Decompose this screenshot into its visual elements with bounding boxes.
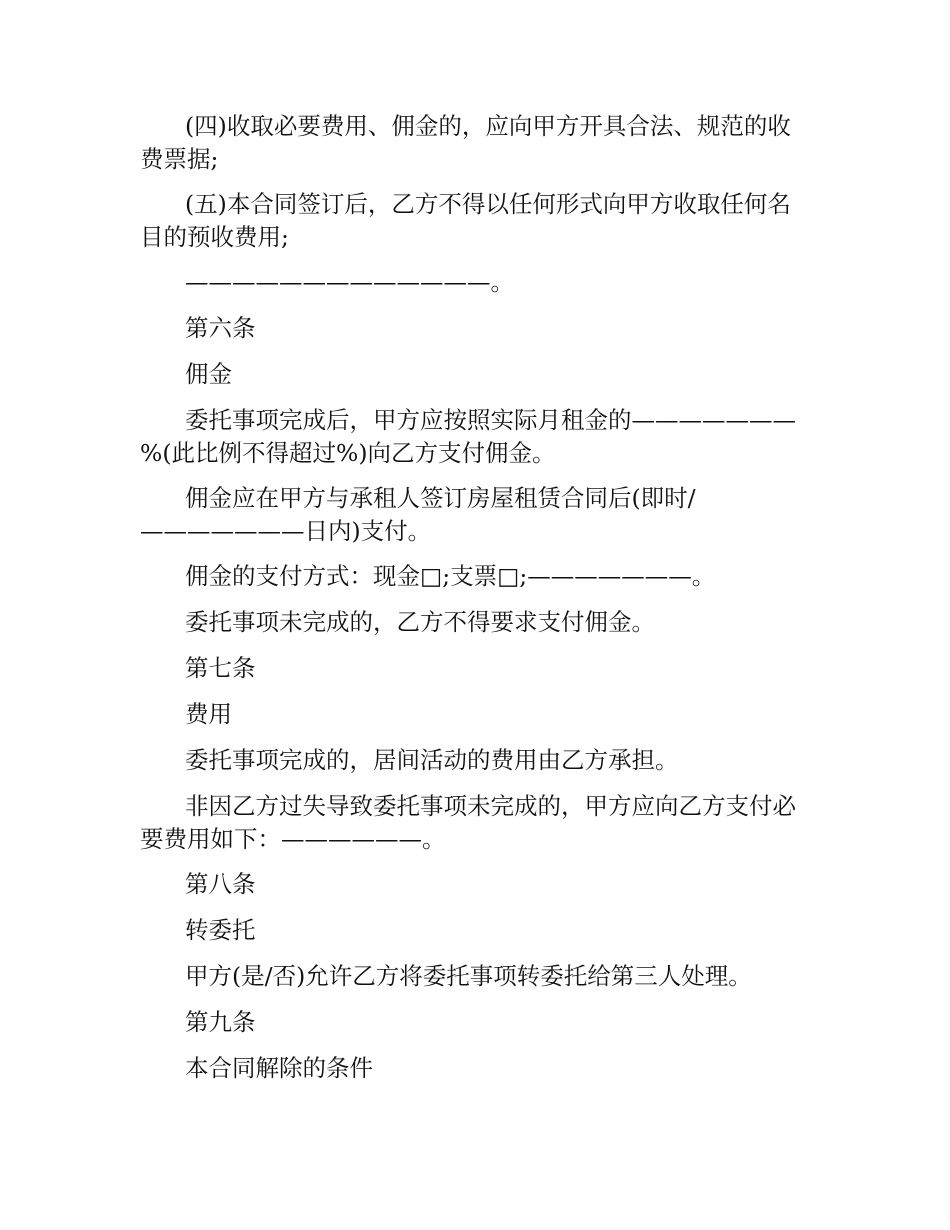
commission-rate-paragraph: 委托事项完成后，甲方应按照实际月租金的———————%(此比例不得超过%)向乙方支付佣金。 xyxy=(140,406,796,467)
clause-item-5: (五)本合同签订后，乙方不得以任何形式向甲方收取任何名目的预收费用; xyxy=(140,190,791,251)
article-9-heading: 第九条 xyxy=(185,1008,256,1036)
article-8-title: 转委托 xyxy=(185,916,256,944)
clause-item-4: (四)收取必要费用、佣金的，应向甲方开具合法、规范的收费票据; xyxy=(140,112,791,173)
article-9-title: 本合同解除的条件 xyxy=(185,1054,373,1082)
commission-payment-method: 佣金的支付方式：现金□;支票□;———————。 xyxy=(185,562,716,590)
commission-not-completed: 委托事项未完成的，乙方不得要求支付佣金。 xyxy=(185,608,655,636)
expense-completed-paragraph: 委托事项完成的，居间活动的费用由乙方承担。 xyxy=(185,746,679,774)
commission-timing-paragraph: 佣金应在甲方与承租人签订房屋租赁合同后(即时/———————日内)支付。 xyxy=(140,484,696,545)
sub-delegation-paragraph: 甲方(是/否)允许乙方将委托事项转委托给第三人处理。 xyxy=(185,962,752,990)
expense-not-completed-paragraph: 非因乙方过失导致委托事项未完成的，甲方应向乙方支付必要费用如下：——————。 xyxy=(140,792,796,853)
article-8-heading: 第八条 xyxy=(185,870,256,898)
document-body xyxy=(140,110,806,1098)
blank-fill-line: —————————————。 xyxy=(185,268,514,296)
article-6-title: 佣金 xyxy=(185,360,232,388)
article-7-title: 费用 xyxy=(185,700,232,728)
article-7-heading: 第七条 xyxy=(185,654,256,682)
article-6-heading: 第六条 xyxy=(185,314,256,342)
